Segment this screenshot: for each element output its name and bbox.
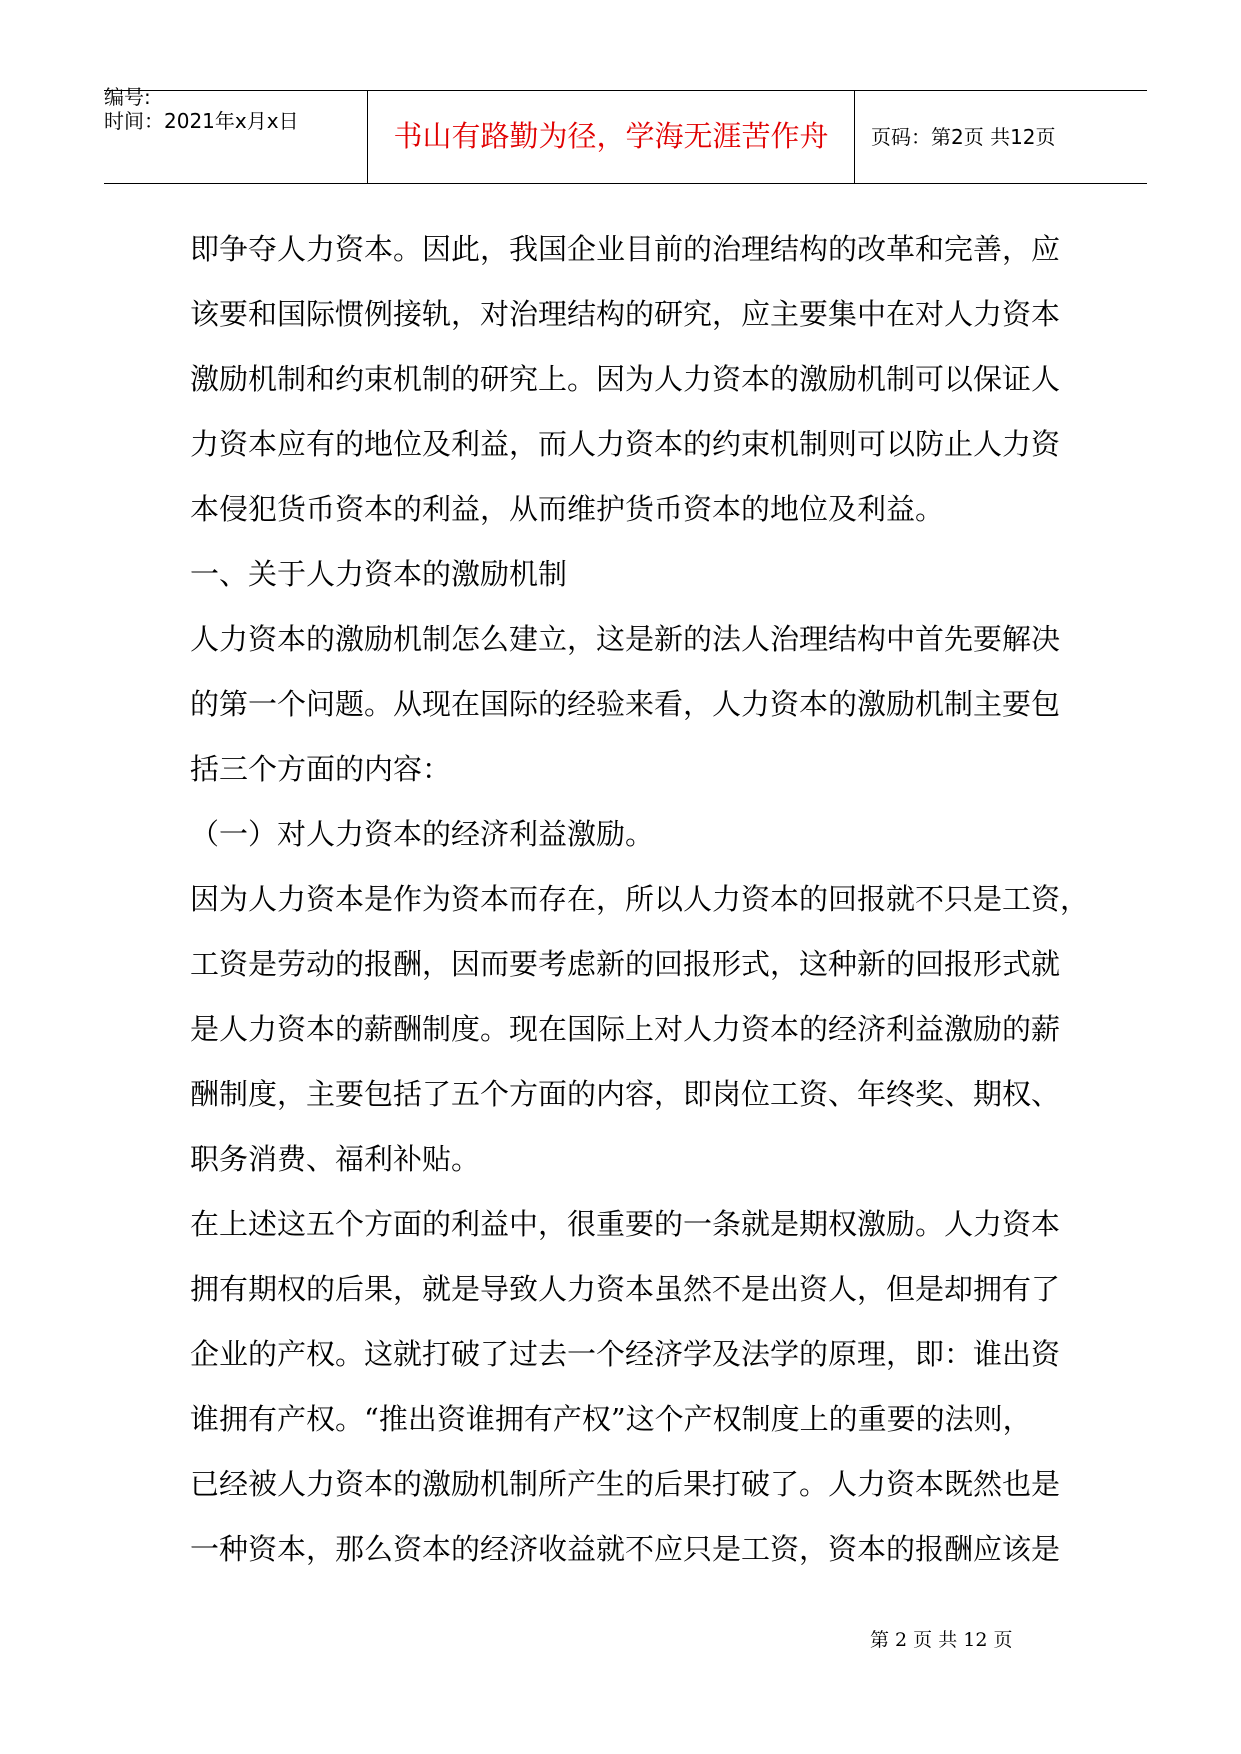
body-line: 该要和国际惯例接轨，对治理结构的研究，应主要集中在对人力资本	[190, 297, 1061, 331]
body-line: 括三个方面的内容：	[190, 752, 452, 786]
body-line: 工资是劳动的报酬，因而要考虑新的回报形式，这种新的回报形式就	[190, 947, 1061, 981]
body-line: 激励机制和约束机制的研究上。因为人力资本的激励机制可以保证人	[190, 362, 1061, 396]
body-line: 的第一个问题。从现在国际的经验来看，人力资本的激励机制主要包	[190, 687, 1061, 721]
body-line: 本侵犯货币资本的利益，从而维护货币资本的地位及利益。	[190, 492, 945, 526]
motto: 书山有路勤为径，学海无涯苦作舟	[393, 119, 829, 153]
body-line: 即争夺人力资本。因此，我国企业目前的治理结构的改革和完善，应	[190, 232, 1061, 266]
body-line: （一）对人力资本的经济利益激励。	[190, 817, 655, 851]
body-line: 在上述这五个方面的利益中，很重要的一条就是期权激励。人力资本	[190, 1207, 1061, 1241]
time-label: 时间：2021年x月x日	[104, 109, 299, 133]
body-line: 力资本应有的地位及利益，而人力资本的约束机制则可以防止人力资	[190, 427, 1061, 461]
body-line: 已经被人力资本的激励机制所产生的后果打破了。人力资本既然也是	[190, 1467, 1061, 1501]
page-footer: 第 2 页 共 12 页	[870, 1629, 1013, 1651]
document-body	[190, 217, 1090, 1582]
body-line: 职务消费、福利补贴。	[190, 1142, 481, 1176]
body-line: 谁拥有产权。“推出资谁拥有产权”这个产权制度上的重要的法则，	[190, 1402, 1032, 1436]
header-meta-cell	[104, 85, 367, 183]
body-line: 因为人力资本是作为资本而存在，所以人力资本的回报就不只是工资，	[190, 882, 1090, 916]
body-line: 拥有期权的后果，就是导致人力资本虽然不是出资人，但是却拥有了	[190, 1272, 1061, 1306]
body-line: 人力资本的激励机制怎么建立，这是新的法人治理结构中首先要解决	[190, 622, 1061, 656]
body-line: 一种资本，那么资本的经济收益就不应只是工资，资本的报酬应该是	[190, 1532, 1061, 1566]
header-motto-cell	[367, 91, 855, 183]
body-line: 酬制度，主要包括了五个方面的内容，即岗位工资、年终奖、期权、	[190, 1077, 1061, 1111]
page-header	[104, 85, 1147, 184]
page-code: 页码：第2页 共12页	[871, 125, 1056, 149]
body-line: 一、关于人力资本的激励机制	[190, 557, 568, 591]
body-line: 是人力资本的薪酬制度。现在国际上对人力资本的经济利益激励的薪	[190, 1012, 1061, 1046]
body-line: 企业的产权。这就打破了过去一个经济学及法学的原理，即：谁出资	[190, 1337, 1061, 1371]
header-page-cell	[855, 91, 1147, 183]
serial-number-label: 编号:	[104, 85, 151, 109]
